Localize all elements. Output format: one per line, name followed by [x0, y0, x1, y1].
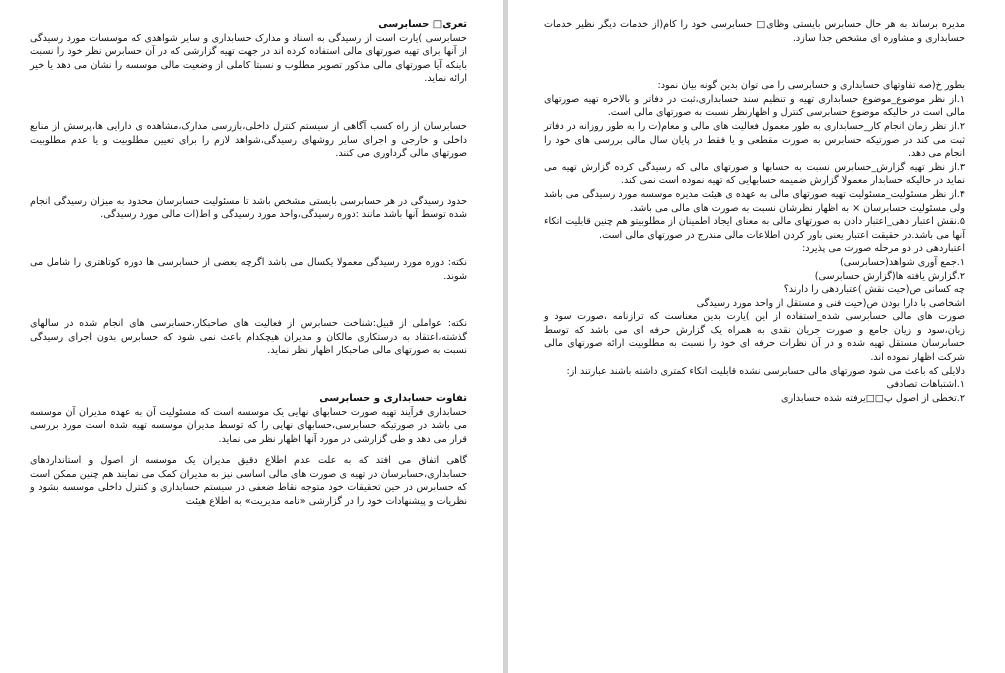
difference-item-5: ۵.نقش اعتبار دهی_اعتبار دادن به صورتهای مالی به معنای ایجاد اطمینان از مطلوبیتو هم چنین قابلیت اتکاء آنها می باشد.در حقیقت اعتبار یعنی باور کردن اطلاعات مالی مندرج در صورتهای مالی است. [544, 216, 965, 241]
reason-item-2: ۲.تخطی از اصول پ□□یرفته شده حسابداری [781, 392, 965, 404]
difference-item-1: ۱.از نظر موضوع_موضوع حسابداری تهیه و تنظیم سند حسابداری،ثبت در دفاتر و بالاخره تهیه صورتهای مالی است در حالیکه موضوع حسابرسی کنترل و اظهارنظر نسبت به صورتهای مالی است. [544, 93, 965, 119]
note-factors: نکته: عواملی از قبیل:شناخت حسابرس از فعالیت های صاحبکار،حسابرسی های انجام شده در سالهای گذشته،اعتقاد به درستکاری مالکان و مدیران هیچکدام باعث نمی شود که حسابرس بدون اجرای رسیدگی نسبت به صورتهای مالی صاحبکار اظهار نظر نماید. [30, 318, 467, 357]
paragraph-management-letter: گاهی اتفاق می افتد که به علت عدم اطلاع دقیق مدیران یک موسسه از اصول و استانداردهای حسابداری،حسابرسان در تهیه ی صورت های مالی اساسی نیز به مدیران کمک می نمایند هم چنین ممکن است که حسابرس در حین تحقیقات خود متوجه نقاط ضعفی در سیستم حسابداری و کنترل داخلی موسسه بشود و نظریات و پیشنهادات خود را در گزارشی «نامه مدیریت» به اطلاع هیئت [30, 455, 467, 508]
difference-item-2: ۲.از نظر زمان انجام کار_حسابداری به طور معمول فعالیت های مالی و معام(ت را به طور روزانه در دفاتر ثبت می کند در صورتیکه حسابرس به صورت مقطعی و یا فقط در پایان سال مالی بررسی های خود را انجام می دهد. [544, 120, 965, 160]
section-title-difference: تفاوت حسابداری و حسابرسی [319, 392, 467, 404]
right-page [508, 0, 1005, 673]
note-audit-period: نکته: دوره مورد رسیدگی معمولا یکسال می باشد اگرچه بعضی از حسابرسی ها دوره کوتاهتری را شامل می شوند. [30, 256, 467, 282]
spacer [30, 161, 467, 195]
spacer [544, 45, 965, 79]
spacer [30, 446, 467, 454]
paragraph-audit-scope: حدود رسیدگی در هر حسابرسی بایستی مشخص باشد تا مسئولیت حسابرسان محدود به میزان رسیدگی انجام شده توسط آنها باشد مانند :دوره رسیدگی،واحد مورد رسیدگی و اط(ات مالی مورد رسیدگی. [30, 195, 467, 221]
paragraph-audited-statements: صورت های مالی حسابرسی شده_استفاده از این )یارت بدین معناست که ترازنامه ،صورت سود و زیان،سود و زیان جامع و صورت جریان نقدی به همراه یک گزارش حرفه ای می باشد که توسط حسابرسان مستقل تهیه شده و در آن نظرات حرفه ای خود را نسبت به مطلوبیت ارائه صورتهای مالی شرکت اظهار نموده اند. [544, 311, 965, 364]
right-page-column [544, 18, 965, 405]
reason-item-1: ۱.اشتباهات تصادفی [886, 379, 965, 391]
paragraph-accounting-vs-audit: حسابداری فرآیند تهیه صورت حسابهای نهایی یک موسسه است که مسئولیت آن به عهده مدیران آن موسسه می باشد در صورتیکه حسابرسی،حسابهای نهایی را که توسط مدیران موسسه تهیه شده است مورد بررسی قرار می دهد و طی گزارشی در مورد آنها اظهار نظر می نماید. [30, 406, 467, 445]
paragraph-audit-definition: حسابرسی )یارت است از رسیدگی به اسناد و مدارک حسابداری و سایر شواهدی که موسسات مورد رسیدگی از آنها برای تهیه صورتهای مالی استفاده کرده اند در جهت تهیه گزارشی که در آن حسابرس نظر خود را نسبت باینکه آیا صورتهای مالی مذکور تصویر مطلوب و نسبتا کاملی از وضعیت مالی موسسه را نشان می دهد یا خیر ارائه نماید. [30, 32, 467, 85]
left-page-column [30, 18, 467, 509]
attestation-stage-1: ۱.جمع آوری شواهد(حسابرسی) [840, 256, 965, 268]
attestation-stages-intro: اعتباردهی در دو مرحله صورت می پذیرد: [802, 243, 965, 255]
attestation-question: چه کسانی ص(حیت نقش )عتباردهی را دارند؟ [783, 284, 965, 296]
spacer [30, 222, 467, 256]
difference-item-3: ۳.از نظر تهیه گزارش_حسابرس نسبت به حسابها و صورتهای مالی که رسیدگی کرده گزارش تهیه می نماید در حالیکه حسابدار معمولا گزارش ضمیمه حسابهایی که تهیه نموده است نمی کند. [544, 161, 965, 187]
attestation-answer: اشخاصی با دارا بودن ص(حیت فنی و مستقل از واحد مورد رسیدگی [696, 297, 965, 309]
difference-item-4: ۴.از نظر مسئولیت_مسئولیت تهیه صورتهای مالی به عهده ی هیئت مدیره موسسه مورد رسیدگی می باشد ولی مسئولیت حسابرسان × به اظهار نظرشان نسبت به صورت های مالی می باشد. [544, 188, 965, 214]
differences-intro: بطور خ(صه تفاوتهای حسابداری و حسابرسی را می توان بدین گونه بیان نمود: [657, 80, 965, 92]
paragraph-evidence-gathering: حسابرسان از راه کسب آگاهی از سیستم کنترل داخلی،بازرسی مدارک،مشاهده ی دارایی ها،پرسش از منابع داخلی و خارجی و اجرای سایر روشهای رسیدگی،شواهد لازم را برای تعیین مطلوبیت و یا عدم مطلوبیت صورتهای مالی گرداوری می کنند. [30, 120, 467, 160]
spacer [30, 358, 467, 392]
reasons-intro: دلایلی که باعث می شود صورتهای مالی حسابرسی نشده قابلیت اتکاء کمتری داشته باشند عبارتند از: [566, 365, 965, 377]
section-title-audit-definition: تعری□ حسابرسی [378, 19, 467, 30]
spacer [30, 86, 467, 120]
spacer [30, 283, 467, 317]
paragraph-continued: مدیره برساند به هر حال حسابرس بایستی وظای□ حسابرسی خود را کام(از خدمات دیگر نظیر خدمات حسابداری و مشاوره ای مشخص جدا سازد. [544, 19, 965, 44]
attestation-stage-2: ۲.گزارش یافته ها(گزارش حسابرسی) [814, 270, 965, 282]
